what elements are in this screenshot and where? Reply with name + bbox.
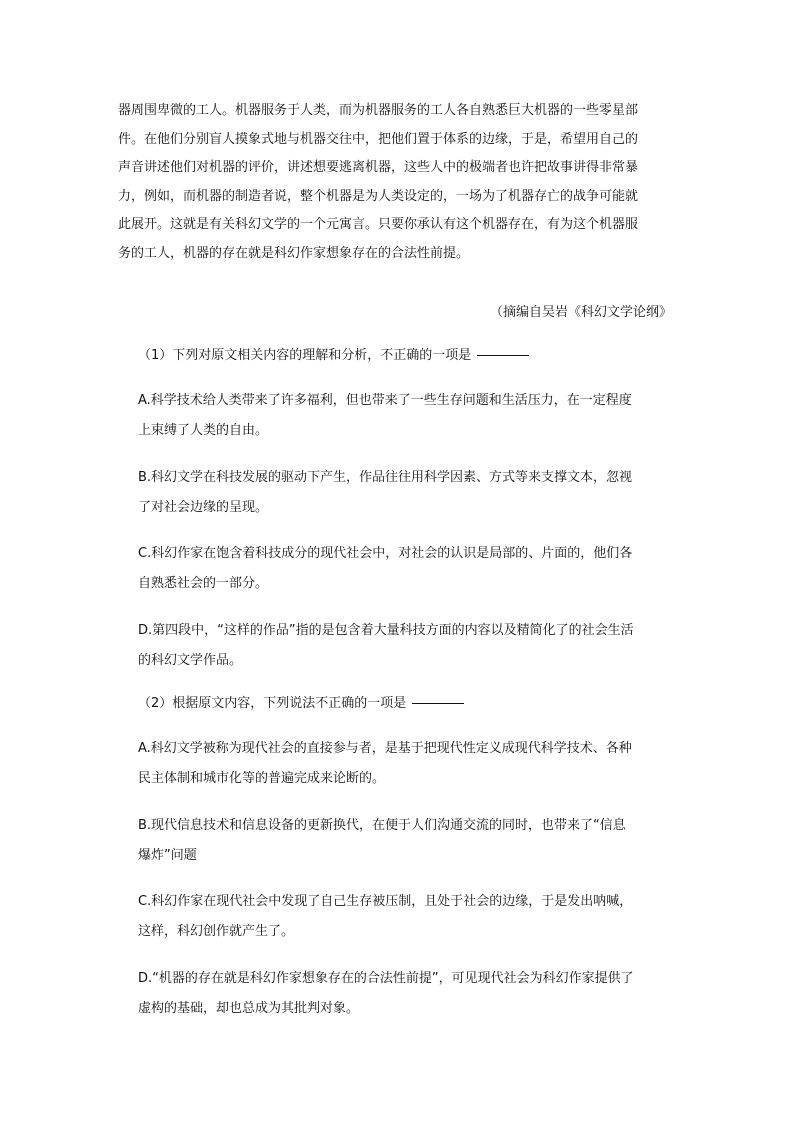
- passage-line: 务的工人，机器的存在就是科幻作家想象存在的合法性前提。: [118, 245, 470, 261]
- option-line: D.第四段中，“这样的作品”指的是包含着大量科技方面的内容以及精简化了的社会生活: [138, 623, 634, 638]
- passage-paragraph: [118, 97, 678, 268]
- q2-option-b[interactable]: [138, 811, 678, 871]
- q1-option-c[interactable]: [138, 539, 678, 599]
- q2-option-c[interactable]: [138, 887, 678, 947]
- source-citation: （摘编自吴岩《科幻文学论纲》: [489, 305, 672, 320]
- option-line: 民主体制和城市化等的普遍完成来论断的。: [138, 771, 386, 786]
- q1-option-b[interactable]: [138, 463, 678, 523]
- option-line: A.科幻文学被称为现代社会的直接参与者，是基于把现代性定义成现代科学技术、各种: [138, 741, 632, 756]
- option-line: C.科幻作家在饱含着科技成分的现代社会中，对社会的认识是局部的、片面的，他们各: [138, 546, 633, 561]
- q2-option-d[interactable]: [138, 964, 678, 1024]
- q2-option-a[interactable]: [138, 734, 678, 794]
- option-line: D.“机器的存在就是科幻作家想象存在的合法性前提”，可见现代社会为科幻作家提供了: [138, 971, 634, 986]
- q1-option-d[interactable]: [138, 616, 678, 676]
- passage-line: 声音讲述他们对机器的评价，讲述想要逃离机器，这些人中的极端者也许把故事讲得非常暴: [118, 160, 639, 175]
- option-line: 的科幻文学作品。: [138, 653, 243, 668]
- option-line: B.科幻文学在科技发展的驱动下产生，作品往往用科学因素、方式等来支撑文本，忽视: [138, 470, 633, 485]
- option-line: 自熟悉社会的一部分。: [138, 576, 269, 591]
- answer-blank[interactable]: [412, 702, 464, 704]
- option-line: 虚构的基础，却也总成为其批判对象。: [138, 1001, 360, 1016]
- passage-line: 此展开。这就是有关科幻文学的一个元寓言。只要你承认有这个机器存在，有为这个机器服: [118, 217, 639, 232]
- option-line: B.现代信息技术和信息设备的更新换代，在便于人们沟通交流的同时，也带来了“信息: [138, 818, 626, 833]
- passage-line: 器周围卑微的工人。机器服务于人类，而为机器服务的工人各自熟悉巨大机器的一些零星部: [118, 103, 639, 118]
- question-2-stem: [138, 690, 464, 718]
- question-1-stem: [138, 342, 529, 370]
- option-line: A.科学技术给人类带来了许多福利，但也带来了一些生存问题和生活压力，在一定程度: [138, 393, 632, 408]
- question-stem-text: （2）根据原文内容，下列说法不正确的一项是: [138, 696, 407, 711]
- passage-line: 件。在他们分别盲人摸象式地与机器交往中，把他们置于体系的边缘，于是，希望用自己的: [118, 131, 639, 147]
- answer-blank[interactable]: [477, 354, 529, 356]
- option-line: C.科幻作家在现代社会中发现了自己生存被压制，且处于社会的边缘，于是发出呐喊，: [138, 894, 633, 909]
- q1-option-a[interactable]: [138, 386, 678, 446]
- option-line: 这样，科幻创作就产生了。: [138, 924, 295, 939]
- question-stem-text: （1）下列对原文相关内容的理解和分析，不正确的一项是: [138, 348, 472, 363]
- passage-line: 力，例如，而机器的制造者说，整个机器是为人类设定的，一场为了机器存亡的战争可能就: [118, 188, 639, 204]
- option-line: 上束缚了人类的自由。: [138, 423, 269, 438]
- option-line: 爆炸”问题: [138, 848, 197, 863]
- option-line: 了对社会边缘的呈现。: [138, 500, 269, 515]
